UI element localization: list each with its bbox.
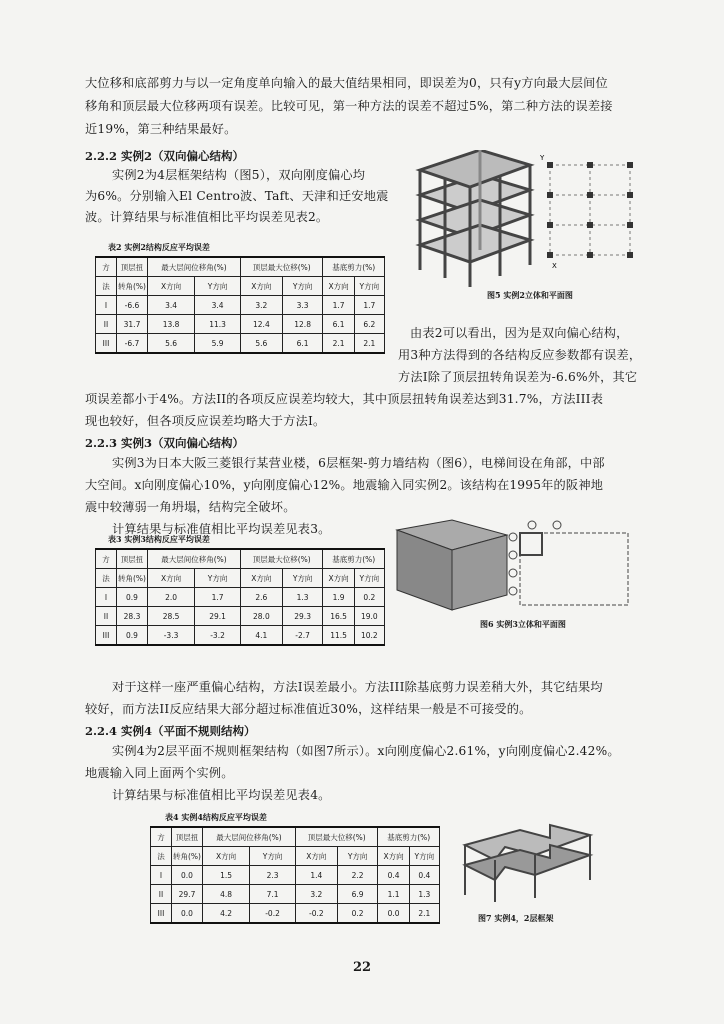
frame-3d-icon (420, 150, 530, 287)
fig5-caption: 图5 实例2立体和平面图 (487, 290, 573, 300)
table-row (96, 626, 385, 646)
table-row (96, 296, 385, 315)
sec223-line-1: 实例3为日本大阪三菱银行某营业楼，6层框架-剪力墙结构（图6），电梯间设在角部，中部 (112, 456, 605, 470)
table-cell: 29.3 (282, 607, 323, 626)
table-cell: 3.4 (148, 296, 195, 315)
table-header-row (151, 827, 440, 847)
table-cell: 0.0 (172, 866, 203, 885)
table-cell: 1.7 (354, 296, 384, 315)
table-cell: 29.7 (172, 885, 203, 904)
figure-6 (392, 515, 632, 615)
fig5-axis-x: X (552, 262, 557, 270)
sec223-line-2: 大空间。x向刚度偏心10%，y向刚度偏心12%。地震输入同实例2。该结构在1995年的阪神地 (85, 478, 604, 492)
sec222-line-3: 波。计算结果与标准值相比平均误差见表2。 (85, 210, 329, 224)
table-cell: 1.1 (378, 885, 409, 904)
table-header: 转角(%) (117, 277, 148, 296)
sec224-line-3: 计算结果与标准值相比平均误差见表4。 (112, 788, 331, 802)
table-header: 法 (151, 847, 172, 866)
table-cell: 1.7 (323, 296, 354, 315)
table-cell: 3.2 (240, 296, 282, 315)
table-cell: 0.0 (172, 904, 203, 924)
table-row (151, 866, 440, 885)
table-header: 法 (96, 569, 117, 588)
table-header: 顶层最大位移(%) (240, 549, 322, 569)
table-cell: 3.2 (295, 885, 337, 904)
table-header-row (96, 569, 385, 588)
plan-grid-icon (550, 165, 630, 255)
table-cell: 2.2 (337, 866, 378, 885)
table-cell: 2.0 (148, 588, 195, 607)
table-header: Y方向 (195, 569, 241, 588)
table-header: 方 (96, 549, 117, 569)
table-header-row (96, 277, 385, 296)
table-2 (95, 256, 385, 354)
table-cell: 13.8 (148, 315, 195, 334)
table-cell: -3.3 (148, 626, 195, 646)
table-cell: 7.1 (250, 885, 296, 904)
table-cell: 19.0 (354, 607, 384, 626)
table-header: X方向 (323, 569, 354, 588)
table-cell: I (151, 866, 172, 885)
intro-line-3: 近19%，第三种结果最好。 (85, 122, 237, 136)
fig7-caption: 图7 实例4，2层框架 (478, 913, 554, 923)
floor-plan-icon (509, 521, 628, 605)
table-header-row (96, 257, 385, 277)
table-header: 顶层扭 (117, 257, 148, 277)
table-cell: -6.6 (117, 296, 148, 315)
table-cell: 6.9 (337, 885, 378, 904)
table-header: 转角(%) (172, 847, 203, 866)
figure-7 (460, 820, 600, 905)
sec222-right-1: 由表2可以看出，因为是双向偏心结构， (410, 326, 629, 340)
table-header: 法 (96, 277, 117, 296)
intro-line-2: 移角和顶层最大位移两项有误差。比较可见，第一种方法的误差不超过5%，第二种方法的误差接 (85, 99, 613, 113)
table-cell: 0.0 (378, 904, 409, 924)
table-header: X方向 (378, 847, 409, 866)
table-cell: 29.1 (195, 607, 241, 626)
table-cell: 28.5 (148, 607, 195, 626)
table-header: 顶层最大位移(%) (295, 827, 377, 847)
section-heading-224: 2.2.4 实例4（平面不规则结构） (85, 724, 256, 738)
table-header: X方向 (240, 277, 282, 296)
table-cell: I (96, 296, 117, 315)
table-cell: 11.5 (323, 626, 354, 646)
table-cell: 1.4 (295, 866, 337, 885)
table-header: X方向 (240, 569, 282, 588)
table-cell: 3.4 (195, 296, 241, 315)
table-header: Y方向 (337, 847, 378, 866)
table-header: 基底剪力(%) (378, 827, 440, 847)
table-cell: -0.2 (295, 904, 337, 924)
table-cell: 0.4 (409, 866, 439, 885)
table-cell: 28.3 (117, 607, 148, 626)
table-cell: 1.9 (323, 588, 354, 607)
table-header: X方向 (295, 847, 337, 866)
table-cell: 1.5 (203, 866, 250, 885)
table-header: 方 (151, 827, 172, 847)
sec222-right-2: 用3种方法得到的各结构反应参数都有误差， (398, 348, 642, 362)
section-heading-223: 2.2.3 实例3（双向偏心结构） (85, 436, 245, 450)
table-header: 顶层最大位移(%) (240, 257, 322, 277)
figure-5 (400, 150, 640, 290)
sec224-line-1: 实例4为2层平面不规则框架结构（如图7所示）。x向刚度偏心2.61%，y向刚度偏心2.42%。 (112, 744, 620, 758)
sec223-line-4: 计算结果与标准值相比平均误差见表3。 (112, 522, 331, 536)
table-header: X方向 (323, 277, 354, 296)
table-cell: -6.7 (117, 334, 148, 354)
table-cell: 0.9 (117, 588, 148, 607)
fig6-caption: 图6 实例3立体和平面图 (480, 619, 566, 629)
table3-caption: 表3 实例3结构反应平均误差 (108, 534, 210, 544)
table-header: 基底剪力(%) (323, 257, 385, 277)
table-cell: 2.1 (323, 334, 354, 354)
irregular-frame-icon (465, 825, 590, 902)
fig5-axis-y: Y (540, 154, 545, 162)
table-header: Y方向 (409, 847, 439, 866)
table-header: 方 (96, 257, 117, 277)
table-header: X方向 (203, 847, 250, 866)
table-cell: 1.7 (195, 588, 241, 607)
table-cell: I (96, 588, 117, 607)
table-header-row (151, 847, 440, 866)
table-cell: 5.6 (148, 334, 195, 354)
table-header-row (96, 549, 385, 569)
table-header: 最大层间位移角(%) (203, 827, 296, 847)
sec222-full-2: 现也较好，但各项反应误差均略大于方法I。 (85, 414, 326, 428)
table-cell: 4.2 (203, 904, 250, 924)
table-row (96, 315, 385, 334)
table-header: Y方向 (282, 569, 323, 588)
table-header: Y方向 (354, 569, 384, 588)
table-cell: 3.3 (282, 296, 323, 315)
table-cell: 0.9 (117, 626, 148, 646)
table-cell: III (96, 626, 117, 646)
table2-caption: 表2 实例2结构反应平均误差 (108, 242, 210, 252)
table-4 (150, 826, 440, 924)
table-cell: II (151, 885, 172, 904)
table-header: Y方向 (195, 277, 241, 296)
intro-line-1: 大位移和底部剪力与以一定角度单向输入的最大值结果相同，即误差为0，只有y方向最大层间位 (85, 76, 608, 90)
table-header: Y方向 (282, 277, 323, 296)
table-cell: -0.2 (250, 904, 296, 924)
section-heading-222: 2.2.2 实例2（双向偏心结构） (85, 149, 245, 163)
table-cell: -3.2 (195, 626, 241, 646)
table-cell: 28.0 (240, 607, 282, 626)
table-cell: 4.8 (203, 885, 250, 904)
table-3 (95, 548, 385, 646)
table-header: 顶层扭 (172, 827, 203, 847)
table-cell: III (96, 334, 117, 354)
table-cell: 0.2 (354, 588, 384, 607)
sec222-right-3: 方法I除了顶层扭转角误差为-6.6%外，其它 (398, 370, 638, 384)
table-row (151, 885, 440, 904)
table4-caption: 表4 实例4结构反应平均误差 (165, 812, 267, 822)
table-cell: 4.1 (240, 626, 282, 646)
table-row (96, 588, 385, 607)
table-cell: -2.7 (282, 626, 323, 646)
table-header: 最大层间位移角(%) (148, 549, 241, 569)
sec223-after-1: 对于这样一座严重偏心结构，方法I误差最小。方法III除基底剪力误差稍大外，其它结果均 (112, 680, 603, 694)
table-cell: 0.4 (378, 866, 409, 885)
sec222-line-2: 为6%。分别输入El Centro波、Taft、天津和迁安地震 (85, 189, 389, 203)
table-row (151, 904, 440, 924)
table-cell: 12.8 (282, 315, 323, 334)
table-header: 基底剪力(%) (323, 549, 385, 569)
table-cell: 1.3 (409, 885, 439, 904)
table-header: X方向 (148, 569, 195, 588)
sec223-after-2: 较好，而方法II反应结果大部分超过标准值近30%，这样结果一般是不可接受的。 (85, 702, 532, 716)
table-cell: 12.4 (240, 315, 282, 334)
table-cell: 6.1 (282, 334, 323, 354)
page-number: 22 (353, 960, 372, 975)
table-cell: 5.6 (240, 334, 282, 354)
table-cell: 2.6 (240, 588, 282, 607)
table-row (96, 607, 385, 626)
table-cell: II (96, 607, 117, 626)
table-header: 顶层扭 (117, 549, 148, 569)
table-cell: 11.3 (195, 315, 241, 334)
sec222-line-1: 实例2为4层框架结构（图5），双向刚度偏心均 (112, 168, 366, 182)
table-cell: 0.2 (337, 904, 378, 924)
table-cell: 2.1 (409, 904, 439, 924)
table-header: 转角(%) (117, 569, 148, 588)
table-cell: II (96, 315, 117, 334)
table-cell: 10.2 (354, 626, 384, 646)
table-cell: 5.9 (195, 334, 241, 354)
table-cell: 2.1 (354, 334, 384, 354)
table-cell: 1.3 (282, 588, 323, 607)
sec222-full-1: 项误差都小于4%。方法II的各项反应误差均较大，其中顶层扭转角误差达到31.7%，方法III表 (85, 392, 604, 406)
table-header: 最大层间位移角(%) (148, 257, 241, 277)
table-cell: 6.1 (323, 315, 354, 334)
table-cell: 6.2 (354, 315, 384, 334)
sec224-line-2: 地震输入同上面两个实例。 (85, 766, 234, 780)
table-row (96, 334, 385, 354)
table-cell: 2.3 (250, 866, 296, 885)
building-3d-icon (397, 520, 507, 610)
table-cell: 31.7 (117, 315, 148, 334)
sec223-line-3: 震中较薄弱一角坍塌，结构完全破坏。 (85, 500, 296, 514)
table-header: X方向 (148, 277, 195, 296)
table-header: Y方向 (250, 847, 296, 866)
table-header: Y方向 (354, 277, 384, 296)
table-cell: 16.5 (323, 607, 354, 626)
table-cell: III (151, 904, 172, 924)
